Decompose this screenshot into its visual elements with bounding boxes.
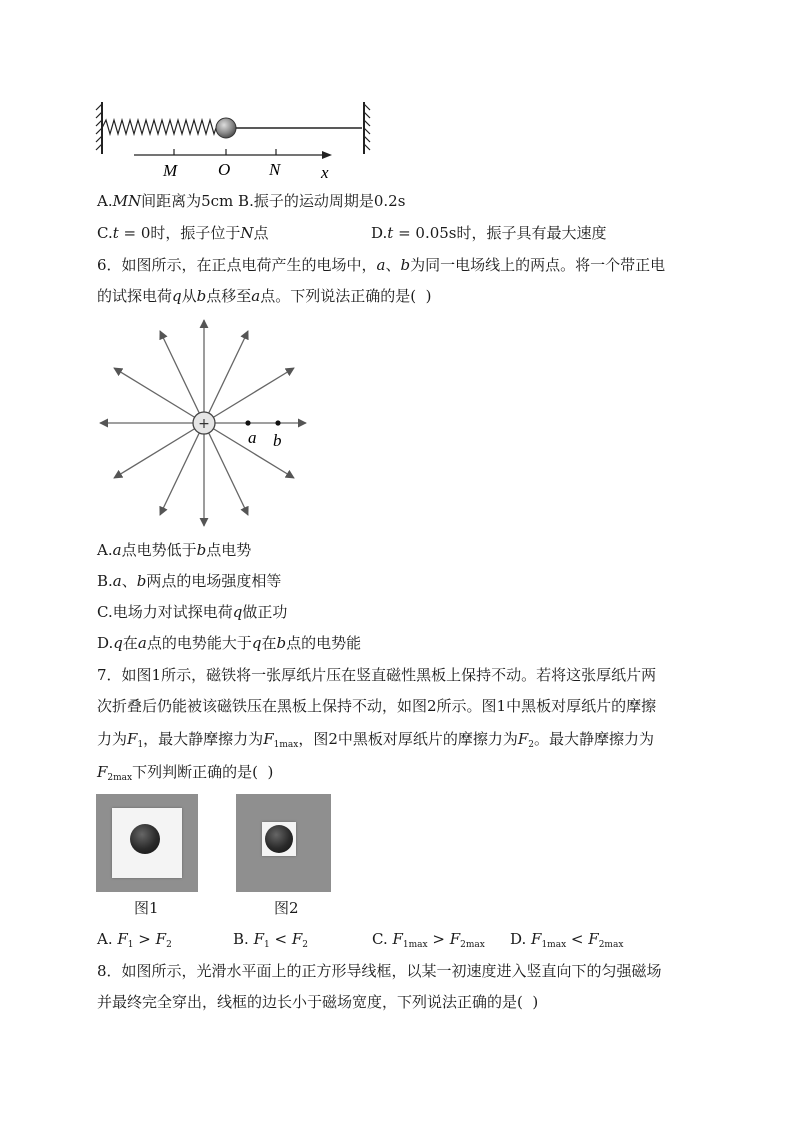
label-x: x — [321, 163, 329, 182]
point-a-dot — [245, 420, 250, 425]
magnet-icon — [130, 824, 160, 854]
figure2-caption: 图2 — [274, 899, 299, 917]
q7-stem-line2: 次折叠后仍能被该磁铁压在黑板上保持不动，如图2所示。图1中黑板对厚纸片的摩擦 — [97, 697, 657, 715]
point-b-label: b — [273, 431, 282, 450]
label-N: N — [269, 160, 281, 179]
q5-options-row1: A.MN间距离为5cm B.振子的运动周期是0.2s — [97, 192, 406, 210]
q6-option-b: B.a、b两点的电场强度相等 — [97, 572, 282, 590]
figure1-caption: 图1 — [134, 899, 159, 917]
q8-stem-line2: 并最终完全穿出，线框的边长小于磁场宽度，下列说法正确的是( ) — [97, 993, 539, 1011]
oscillator-ball — [216, 118, 236, 138]
electric-field-figure — [96, 316, 312, 530]
q7-option-c: C. $F_{1max} > F_{2max}$ — [372, 930, 485, 950]
label-O: O — [218, 160, 231, 179]
q7-option-a: A. $F_1 > F_2$ — [97, 930, 172, 950]
q6-option-d: D.q在a点的电势能大于q在b点的电势能 — [97, 634, 362, 652]
point-b-dot — [275, 420, 280, 425]
q7-option-d: D. $F_{1max} < F_{2max}$ — [510, 930, 624, 950]
q6-stem-line1: 6．如图所示，在正点电荷产生的电场中，a、b为同一电场线上的两点。将一个带正电 — [97, 256, 666, 274]
point-a-label: a — [248, 428, 257, 447]
q6-option-c: C.电场力对试探电荷q做正功 — [97, 603, 288, 621]
charge-sign: + — [198, 416, 210, 432]
q8-stem-line1: 8．如图所示，光滑水平面上的正方形导线框，以某一初速度进入竖直向下的匀强磁场 — [97, 962, 662, 980]
magnet-icon — [265, 825, 293, 853]
q7-stem-line4: $F_{2max}$下列判断正确的是( ) — [97, 763, 274, 783]
q7-stem-line1: 7．如图1所示，磁铁将一张厚纸片压在竖直磁性黑板上保持不动。若将这张厚纸片两 — [97, 666, 657, 684]
q5-option-c: C.t = 0时，振子位于N点 — [97, 224, 269, 242]
spring-oscillator-figure — [92, 96, 382, 182]
q5-option-d: D.t = 0.05s时，振子具有最大速度 — [371, 224, 607, 242]
q6-stem-line2: 的试探电荷q从b点移至a点。下列说法正确的是( ) — [97, 287, 432, 305]
q7-option-b: B. $F_1 < F_2$ — [233, 930, 308, 950]
label-M: M — [163, 161, 178, 180]
figure2-photo — [236, 794, 331, 892]
q7-stem-line3: 力为$F_1$，最大静摩擦力为$F_{1max}$，图2中黑板对厚纸片的摩擦力为$F_2$。最大静摩擦力为 — [97, 730, 655, 750]
figure1-photo — [96, 794, 198, 892]
q6-option-a: A.a点电势低于b点电势 — [97, 541, 252, 559]
